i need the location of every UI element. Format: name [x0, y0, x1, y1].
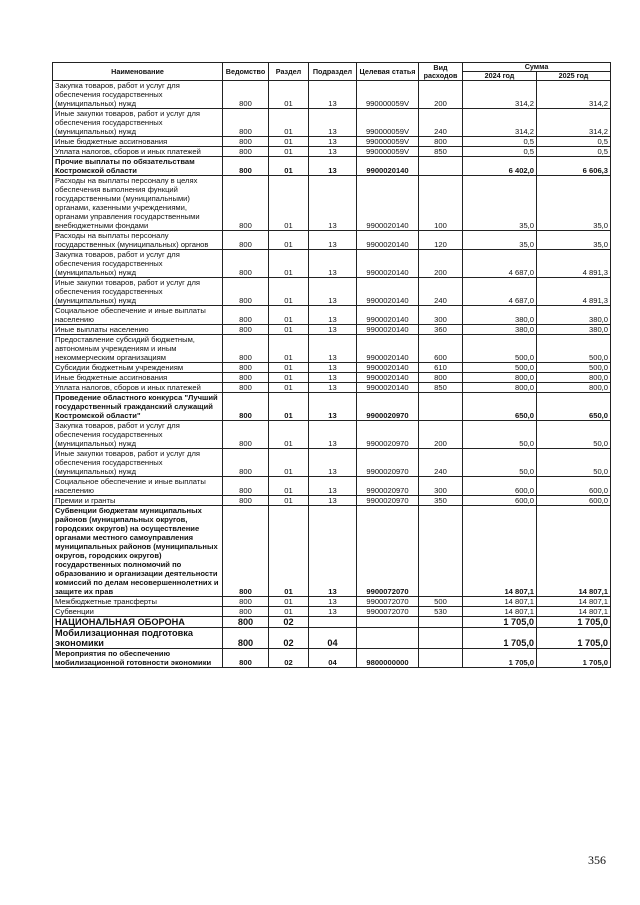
- header-year-2025: 2025 год: [537, 72, 611, 81]
- row-sum-2025: 800,0: [537, 373, 611, 383]
- table-row: [53, 477, 611, 496]
- row-expense-type: [419, 628, 463, 649]
- row-expense-type: [419, 649, 463, 668]
- row-sum-2024: 650,0: [463, 393, 537, 421]
- row-expense-type: 200: [419, 421, 463, 449]
- row-target: 9900072070: [357, 506, 419, 597]
- row-name: Субвенции: [53, 607, 223, 617]
- row-subsection: 13: [309, 607, 357, 617]
- row-sum-2025: 600,0: [537, 496, 611, 506]
- row-name: Мероприятия по обеспечению мобилизационной готовности экономики: [53, 649, 223, 668]
- row-subsection: 13: [309, 597, 357, 607]
- row-target: 9900020140: [357, 363, 419, 373]
- row-subsection: 13: [309, 109, 357, 137]
- row-target: 9900020140: [357, 231, 419, 250]
- row-expense-type: 850: [419, 147, 463, 157]
- row-sum-2024: 314,2: [463, 109, 537, 137]
- row-department: 800: [223, 607, 269, 617]
- row-subsection: 13: [309, 81, 357, 109]
- row-section: 01: [269, 176, 309, 231]
- row-section: 01: [269, 157, 309, 176]
- row-target: 9900020970: [357, 477, 419, 496]
- row-section: 01: [269, 306, 309, 325]
- header-sum: Сумма: [463, 63, 611, 72]
- table-row: [53, 81, 611, 109]
- row-subsection: 13: [309, 306, 357, 325]
- row-subsection: 13: [309, 393, 357, 421]
- row-department: 800: [223, 147, 269, 157]
- row-subsection: 13: [309, 449, 357, 477]
- table-row: [53, 496, 611, 506]
- row-sum-2025: 500,0: [537, 335, 611, 363]
- table-body: [53, 81, 611, 668]
- table-row: [53, 373, 611, 383]
- header-name: Наименование: [53, 63, 223, 81]
- row-department: 800: [223, 373, 269, 383]
- row-department: 800: [223, 137, 269, 147]
- row-subsection: 13: [309, 421, 357, 449]
- table-row: [53, 306, 611, 325]
- header-department: Ведомство: [223, 63, 269, 81]
- row-name: Уплата налогов, сборов и иных платежей: [53, 383, 223, 393]
- row-expense-type: 500: [419, 597, 463, 607]
- row-section: 02: [269, 617, 309, 628]
- table-row: [53, 231, 611, 250]
- table-row: [53, 176, 611, 231]
- row-sum-2024: 800,0: [463, 373, 537, 383]
- row-sum-2024: 14 807,1: [463, 506, 537, 597]
- header-year-2024: 2024 год: [463, 72, 537, 81]
- row-subsection: 13: [309, 335, 357, 363]
- row-department: 800: [223, 617, 269, 628]
- row-sum-2025: 380,0: [537, 325, 611, 335]
- row-name: Закупка товаров, работ и услуг для обеспечения государственных (муниципальных) нужд: [53, 81, 223, 109]
- row-sum-2025: 380,0: [537, 306, 611, 325]
- row-target: 990000059V: [357, 137, 419, 147]
- header-section: Раздел: [269, 63, 309, 81]
- row-sum-2024: 14 807,1: [463, 597, 537, 607]
- row-name: Мобилизационная подготовка экономики: [53, 628, 223, 649]
- row-department: 800: [223, 335, 269, 363]
- row-department: 800: [223, 506, 269, 597]
- row-name: Иные закупки товаров, работ и услуг для обеспечения государственных (муниципальных) нужд: [53, 109, 223, 137]
- row-sum-2025: 35,0: [537, 231, 611, 250]
- row-expense-type: 350: [419, 496, 463, 506]
- header-expense-type: Вид расходов: [419, 63, 463, 81]
- row-subsection: 13: [309, 373, 357, 383]
- row-expense-type: 360: [419, 325, 463, 335]
- row-section: 01: [269, 147, 309, 157]
- row-sum-2025: 1 705,0: [537, 649, 611, 668]
- row-department: 800: [223, 325, 269, 335]
- row-section: 01: [269, 373, 309, 383]
- row-sum-2024: 1 705,0: [463, 649, 537, 668]
- row-sum-2024: 380,0: [463, 325, 537, 335]
- table-row: [53, 449, 611, 477]
- row-name: Межбюджетные трансферты: [53, 597, 223, 607]
- row-section: 01: [269, 137, 309, 147]
- row-sum-2025: 50,0: [537, 449, 611, 477]
- row-target: 9900072070: [357, 607, 419, 617]
- row-department: 800: [223, 109, 269, 137]
- row-section: 01: [269, 335, 309, 363]
- row-target: 9800000000: [357, 649, 419, 668]
- row-subsection: 13: [309, 496, 357, 506]
- row-sum-2024: 1 705,0: [463, 628, 537, 649]
- row-department: 800: [223, 81, 269, 109]
- row-department: 800: [223, 278, 269, 306]
- row-expense-type: 610: [419, 363, 463, 373]
- row-sum-2024: 35,0: [463, 176, 537, 231]
- row-department: 800: [223, 477, 269, 496]
- row-section: 02: [269, 628, 309, 649]
- table-row: [53, 393, 611, 421]
- row-section: 01: [269, 506, 309, 597]
- row-department: 800: [223, 176, 269, 231]
- row-department: 800: [223, 496, 269, 506]
- row-department: 800: [223, 157, 269, 176]
- row-section: 01: [269, 81, 309, 109]
- table-row: [53, 421, 611, 449]
- row-sum-2025: 0,5: [537, 137, 611, 147]
- table-row: [53, 607, 611, 617]
- row-section: 01: [269, 597, 309, 607]
- row-name: Субсидии бюджетным учреждениям: [53, 363, 223, 373]
- row-target: 9900020140: [357, 278, 419, 306]
- row-expense-type: 600: [419, 335, 463, 363]
- table-row: [53, 325, 611, 335]
- row-sum-2024: 35,0: [463, 231, 537, 250]
- row-sum-2025: 500,0: [537, 363, 611, 373]
- row-name: Предоставление субсидий бюджетным, автономным учреждениям и иным некоммерческим организациям: [53, 335, 223, 363]
- row-sum-2025: 650,0: [537, 393, 611, 421]
- budget-table: [52, 62, 611, 668]
- row-department: 800: [223, 250, 269, 278]
- row-sum-2024: 4 687,0: [463, 278, 537, 306]
- row-expense-type: 240: [419, 449, 463, 477]
- row-expense-type: 240: [419, 109, 463, 137]
- row-target: 9900020140: [357, 335, 419, 363]
- row-name: Закупка товаров, работ и услуг для обеспечения государственных (муниципальных) нужд: [53, 250, 223, 278]
- row-expense-type: 100: [419, 176, 463, 231]
- row-sum-2025: 800,0: [537, 383, 611, 393]
- row-sum-2025: 14 807,1: [537, 607, 611, 617]
- row-subsection: 13: [309, 231, 357, 250]
- row-sum-2025: 0,5: [537, 147, 611, 157]
- table-header: [53, 63, 611, 81]
- table-row: [53, 628, 611, 649]
- header-target: Целевая статья: [357, 63, 419, 81]
- table-row: [53, 383, 611, 393]
- table-row: [53, 137, 611, 147]
- row-expense-type: 800: [419, 137, 463, 147]
- row-sum-2025: 50,0: [537, 421, 611, 449]
- row-sum-2024: 0,5: [463, 137, 537, 147]
- table-row: [53, 147, 611, 157]
- row-sum-2024: 600,0: [463, 477, 537, 496]
- row-subsection: 13: [309, 506, 357, 597]
- row-subsection: 13: [309, 278, 357, 306]
- row-sum-2025: 14 807,1: [537, 597, 611, 607]
- header-subsection: Подраздел: [309, 63, 357, 81]
- row-sum-2024: 6 402,0: [463, 157, 537, 176]
- row-subsection: 13: [309, 477, 357, 496]
- row-section: 01: [269, 325, 309, 335]
- row-section: 01: [269, 231, 309, 250]
- row-section: 01: [269, 363, 309, 373]
- table-row: [53, 617, 611, 628]
- row-name: Расходы на выплаты персоналу государственных (муниципальных) органов: [53, 231, 223, 250]
- row-target: 9900072070: [357, 597, 419, 607]
- row-sum-2025: 1 705,0: [537, 617, 611, 628]
- row-section: 02: [269, 649, 309, 668]
- row-department: 800: [223, 597, 269, 607]
- row-subsection: [309, 617, 357, 628]
- row-target: 9900020140: [357, 383, 419, 393]
- row-section: 01: [269, 449, 309, 477]
- row-section: 01: [269, 607, 309, 617]
- row-target: 9900020140: [357, 325, 419, 335]
- row-sum-2024: 314,2: [463, 81, 537, 109]
- row-subsection: 13: [309, 383, 357, 393]
- row-subsection: 13: [309, 325, 357, 335]
- row-sum-2024: 380,0: [463, 306, 537, 325]
- row-section: 01: [269, 477, 309, 496]
- row-target: 9900020970: [357, 393, 419, 421]
- row-name: Иные бюджетные ассигнования: [53, 137, 223, 147]
- row-name: Субвенции бюджетам муниципальных районов (муниципальных округов, городских округов) на осуществление органами местного самоуправления муниципальных районов (муниципальных округов, городских округов) государственных полномочий по образованию и организации деятельности комиссий по делам несовершеннолетних и защите их прав: [53, 506, 223, 597]
- row-sum-2025: 4 891,3: [537, 278, 611, 306]
- row-subsection: 13: [309, 250, 357, 278]
- row-department: 800: [223, 628, 269, 649]
- row-target: [357, 628, 419, 649]
- row-target: 9900020140: [357, 373, 419, 383]
- row-section: 01: [269, 278, 309, 306]
- row-name: Расходы на выплаты персоналу в целях обеспечения выполнения функций государственными (муниципальными) органами, казенными учреждениями, органами управления государственными внебюджетными фондами: [53, 176, 223, 231]
- row-target: 990000059V: [357, 109, 419, 137]
- row-sum-2024: 0,5: [463, 147, 537, 157]
- row-target: [357, 617, 419, 628]
- row-target: 9900020970: [357, 496, 419, 506]
- row-expense-type: 120: [419, 231, 463, 250]
- row-expense-type: 300: [419, 306, 463, 325]
- row-sum-2025: 14 807,1: [537, 506, 611, 597]
- row-sum-2024: 500,0: [463, 335, 537, 363]
- table-row: [53, 250, 611, 278]
- row-subsection: 13: [309, 137, 357, 147]
- row-sum-2025: 35,0: [537, 176, 611, 231]
- row-name: Иные выплаты населению: [53, 325, 223, 335]
- row-department: 800: [223, 449, 269, 477]
- table-row: [53, 506, 611, 597]
- row-target: 9900020970: [357, 421, 419, 449]
- row-name: Проведение областного конкурса "Лучший государственный гражданский служащий Костромской области": [53, 393, 223, 421]
- row-subsection: 13: [309, 147, 357, 157]
- row-sum-2024: 50,0: [463, 449, 537, 477]
- table-row: [53, 597, 611, 607]
- row-sum-2024: 600,0: [463, 496, 537, 506]
- row-department: 800: [223, 363, 269, 373]
- row-name: Премии и гранты: [53, 496, 223, 506]
- row-name: Закупка товаров, работ и услуг для обеспечения государственных (муниципальных) нужд: [53, 421, 223, 449]
- row-section: 01: [269, 109, 309, 137]
- row-section: 01: [269, 393, 309, 421]
- row-name: Прочие выплаты по обязательствам Костромской области: [53, 157, 223, 176]
- row-department: 800: [223, 393, 269, 421]
- row-target: 990000059V: [357, 81, 419, 109]
- row-expense-type: [419, 157, 463, 176]
- row-section: 01: [269, 421, 309, 449]
- row-name: Социальное обеспечение и иные выплаты населению: [53, 477, 223, 496]
- row-name: Иные бюджетные ассигнования: [53, 373, 223, 383]
- row-subsection: 13: [309, 176, 357, 231]
- row-target: 9900020140: [357, 306, 419, 325]
- row-sum-2025: 1 705,0: [537, 628, 611, 649]
- row-sum-2025: 6 606,3: [537, 157, 611, 176]
- row-department: 800: [223, 421, 269, 449]
- row-target: 9900020140: [357, 176, 419, 231]
- row-section: 01: [269, 250, 309, 278]
- row-sum-2024: 1 705,0: [463, 617, 537, 628]
- row-sum-2024: 500,0: [463, 363, 537, 373]
- row-target: 9900020140: [357, 157, 419, 176]
- row-expense-type: 300: [419, 477, 463, 496]
- row-expense-type: 200: [419, 81, 463, 109]
- row-department: 800: [223, 649, 269, 668]
- row-sum-2024: 800,0: [463, 383, 537, 393]
- row-section: 01: [269, 383, 309, 393]
- row-sum-2025: 314,2: [537, 81, 611, 109]
- row-name: Иные закупки товаров, работ и услуг для обеспечения государственных (муниципальных) нужд: [53, 449, 223, 477]
- row-expense-type: 850: [419, 383, 463, 393]
- table-row: [53, 278, 611, 306]
- row-expense-type: 240: [419, 278, 463, 306]
- row-target: 9900020140: [357, 250, 419, 278]
- table-row: [53, 363, 611, 373]
- row-subsection: 13: [309, 363, 357, 373]
- row-sum-2025: 314,2: [537, 109, 611, 137]
- row-subsection: 04: [309, 649, 357, 668]
- row-target: 9900020970: [357, 449, 419, 477]
- row-expense-type: [419, 393, 463, 421]
- row-expense-type: [419, 617, 463, 628]
- row-expense-type: 800: [419, 373, 463, 383]
- table-row: [53, 649, 611, 668]
- row-name: Уплата налогов, сборов и иных платежей: [53, 147, 223, 157]
- row-name: Иные закупки товаров, работ и услуг для обеспечения государственных (муниципальных) нужд: [53, 278, 223, 306]
- row-section: 01: [269, 496, 309, 506]
- table-row: [53, 109, 611, 137]
- row-name: Социальное обеспечение и иные выплаты населению: [53, 306, 223, 325]
- row-name: НАЦИОНАЛЬНАЯ ОБОРОНА: [53, 617, 223, 628]
- row-department: 800: [223, 231, 269, 250]
- row-expense-type: 530: [419, 607, 463, 617]
- row-subsection: 04: [309, 628, 357, 649]
- row-department: 800: [223, 383, 269, 393]
- row-target: 990000059V: [357, 147, 419, 157]
- row-department: 800: [223, 306, 269, 325]
- row-sum-2024: 50,0: [463, 421, 537, 449]
- row-expense-type: [419, 506, 463, 597]
- page-number: 356: [588, 853, 606, 867]
- row-subsection: 13: [309, 157, 357, 176]
- row-sum-2024: 4 687,0: [463, 250, 537, 278]
- table-row: [53, 157, 611, 176]
- table-row: [53, 335, 611, 363]
- row-sum-2025: 600,0: [537, 477, 611, 496]
- row-sum-2025: 4 891,3: [537, 250, 611, 278]
- row-expense-type: 200: [419, 250, 463, 278]
- row-sum-2024: 14 807,1: [463, 607, 537, 617]
